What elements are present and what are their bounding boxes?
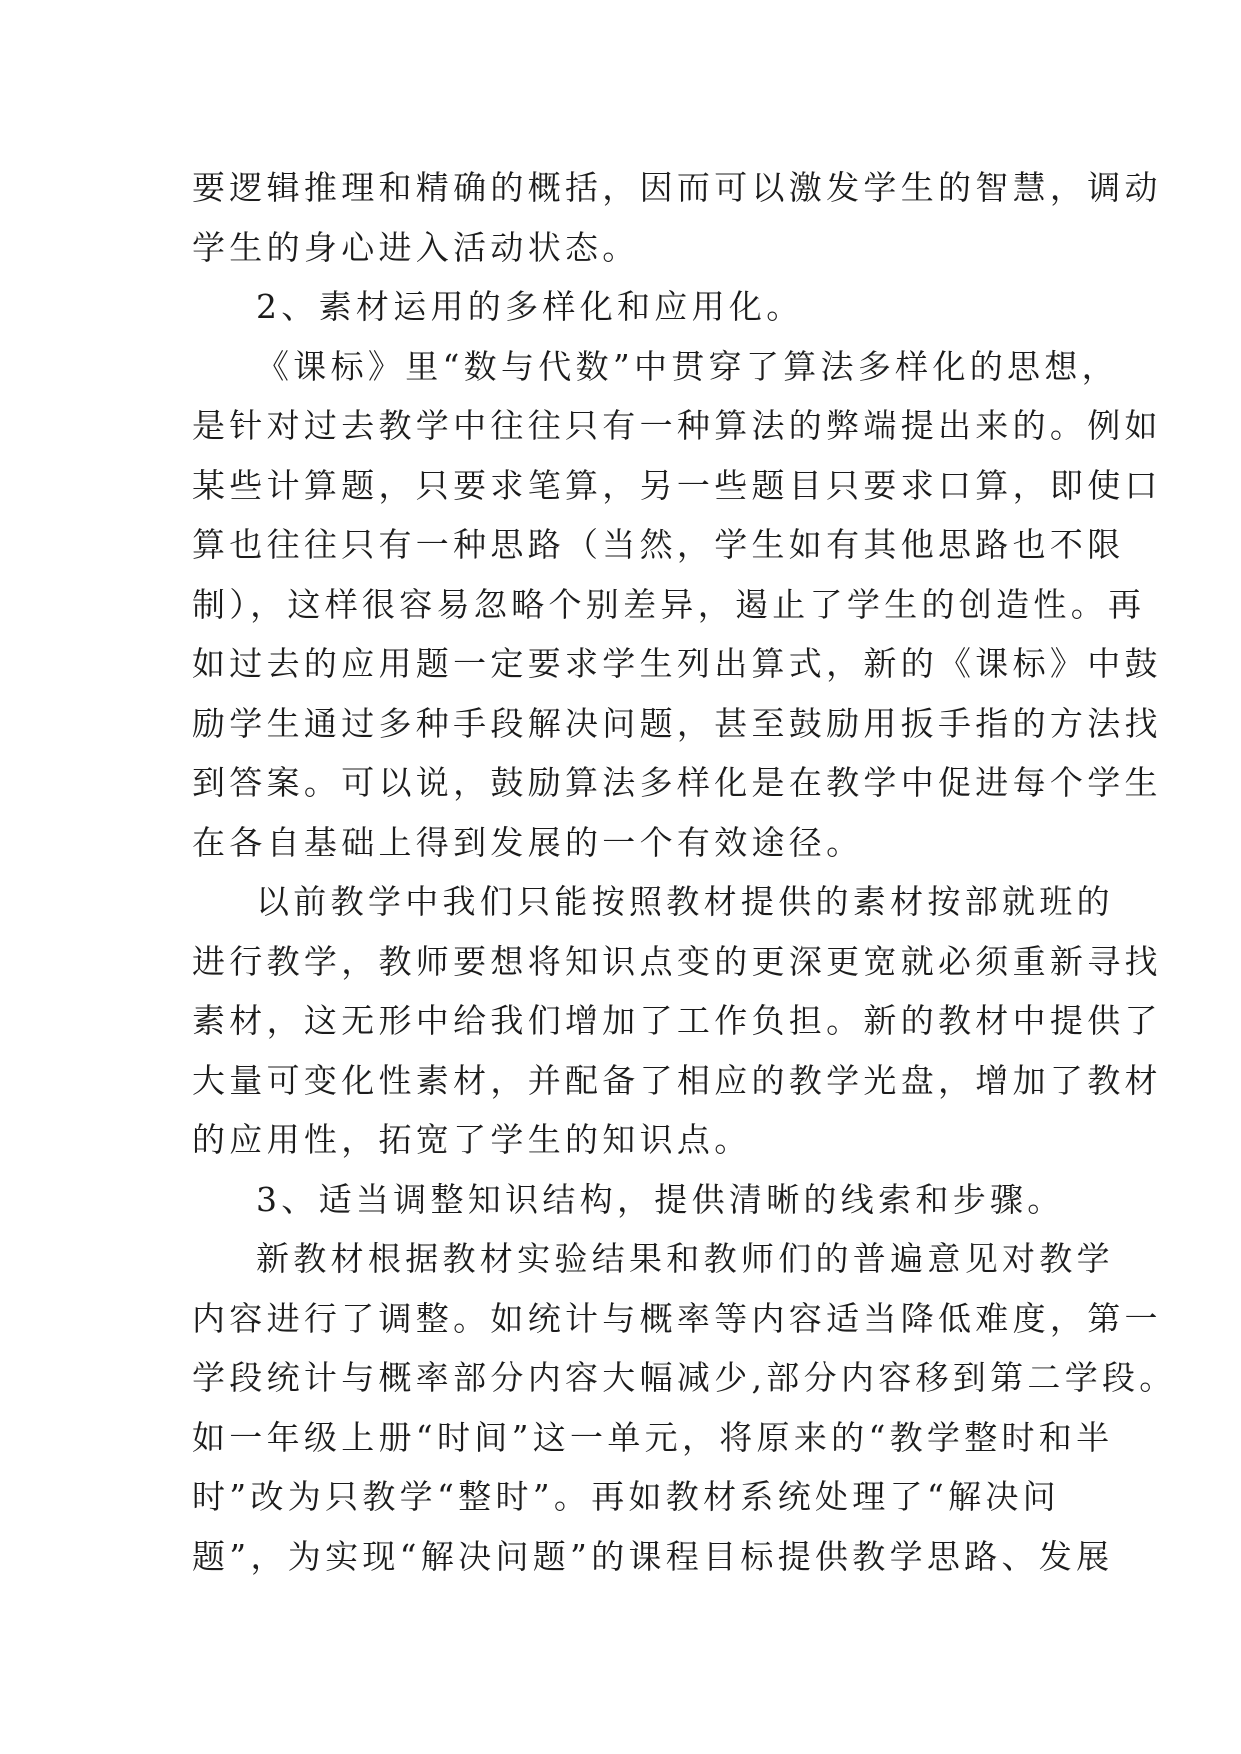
text-line: 某些计算题，只要求笔算，另一些题目只要求口算，即使口 [192, 465, 1162, 505]
text-line: 素材，这无形中给我们增加了工作负担。新的教材中提供了 [192, 1001, 1162, 1040]
body-text [192, 158, 1177, 1586]
text-line: 时”改为只教学“整时”。再如教材系统处理了“解决问 [192, 1477, 1060, 1516]
text-line: 的应用性，拓宽了学生的知识点。 [192, 1120, 752, 1159]
text-line: 2、素材运用的多样化和应用化。 [256, 287, 804, 326]
text-line: 制），这样很容易忽略个别差异，遏止了学生的创造性。再 [192, 584, 1146, 624]
text-line: 如过去的应用题一定要求学生列出算式，新的《课标》中鼓 [192, 644, 1162, 683]
text-line: 励学生通过多种手段解决问题，甚至鼓励用扳手指的方法找 [192, 703, 1162, 743]
text-line: 《课标》里“数与代数”中贯穿了算法多样化的思想， [256, 346, 1119, 386]
text-line: 进行教学，教师要想将知识点变的更深更宽就必须重新寻找 [192, 941, 1162, 981]
text-line: 是针对过去教学中往往只有一种算法的弊端提出来的。例如 [192, 406, 1162, 445]
text-line: 算也往往只有一种思路（当然，学生如有其他思路也不限 [192, 525, 1125, 564]
text-line: 学生的身心进入活动状态。 [192, 227, 640, 267]
text-line: 内容进行了调整。如统计与概率等内容适当降低难度，第一 [192, 1298, 1162, 1338]
text-line: 要逻辑推理和精确的概括，因而可以激发学生的智慧，调动 [192, 168, 1162, 207]
text-line: 3、适当调整知识结构，提供清晰的线索和步骤。 [256, 1179, 1065, 1219]
text-line: 以前教学中我们只能按照教材提供的素材按部就班的 [256, 882, 1114, 921]
text-line: 题”，为实现“解决问题”的课程目标提供教学思路、发展 [192, 1536, 1114, 1576]
text-line: 学段统计与概率部分内容大幅减少,部分内容移到第二学段。 [192, 1358, 1177, 1397]
text-line: 到答案。可以说，鼓励算法多样化是在教学中促进每个学生 [192, 763, 1162, 802]
text-line: 在各自基础上得到发展的一个有效途径。 [192, 822, 864, 862]
text-line: 新教材根据教材实验结果和教师们的普遍意见对教学 [256, 1239, 1114, 1278]
text-line: 大量可变化性素材，并配备了相应的教学光盘，增加了教材 [192, 1060, 1162, 1100]
text-line: 如一年级上册“时间”这一单元，将原来的“教学整时和半 [192, 1417, 1114, 1457]
